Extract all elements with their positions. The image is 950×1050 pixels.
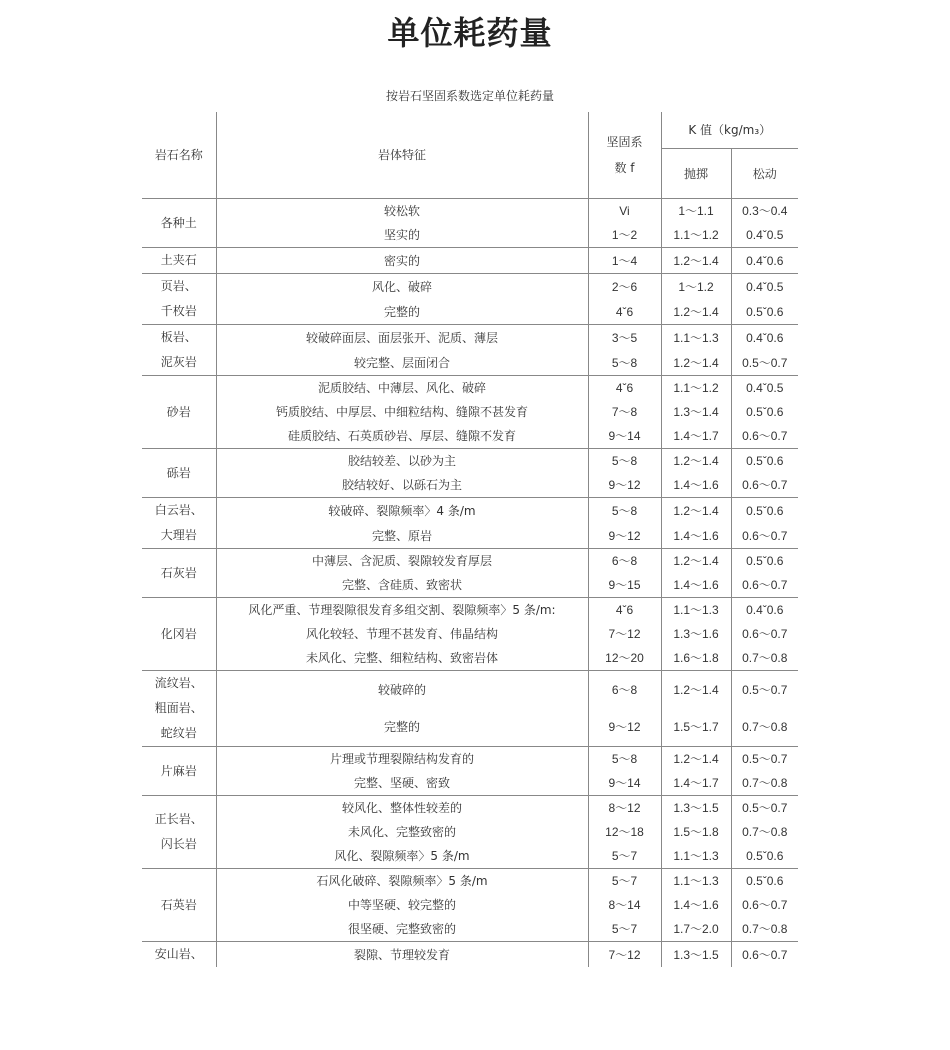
feature-cell: 风化、破碎 bbox=[216, 274, 588, 300]
k-throw-cell: 1～1.1 bbox=[661, 199, 731, 224]
hardness-cell: 5～7 bbox=[588, 917, 661, 942]
hardness-cell: 8～14 bbox=[588, 893, 661, 917]
rock-name: 安山岩、 bbox=[154, 947, 203, 961]
k-loose-cell: 0.5～0.7 bbox=[731, 747, 798, 772]
feature-cell: 较风化、整体性较差的 bbox=[216, 796, 588, 821]
hardness-cell: 12～20 bbox=[588, 646, 661, 671]
feature-cell: 中等坚硬、较完整的 bbox=[216, 893, 588, 917]
rock-name: 化冈岩 bbox=[160, 626, 197, 641]
k-throw-cell: 1.2～1.4 bbox=[661, 449, 731, 474]
k-throw-cell: 1.5～1.7 bbox=[661, 709, 731, 747]
k-throw-cell: 1.2～1.4 bbox=[661, 498, 731, 524]
feature-cell: 较松软 bbox=[216, 199, 588, 224]
hardness-cell: 1～4 bbox=[588, 248, 661, 274]
table-row bbox=[142, 820, 798, 844]
page-title: 单位耗药量 bbox=[387, 14, 553, 52]
hardness-cell: 7～12 bbox=[588, 942, 661, 968]
table-row bbox=[142, 893, 798, 917]
hardness-cell: 9～15 bbox=[588, 573, 661, 598]
feature-cell: 坚实的 bbox=[216, 223, 588, 248]
feature-cell: 硅质胶结、石英质砂岩、厚层、缝隙不发育 bbox=[216, 424, 588, 449]
k-loose-cell: 0.5ˇ0.6 bbox=[731, 844, 798, 869]
table-row bbox=[142, 598, 798, 623]
rock-name: 石灰岩 bbox=[160, 565, 197, 580]
k-loose-cell: 0.7～0.8 bbox=[731, 646, 798, 671]
rock-name: 千枚岩 bbox=[160, 304, 197, 318]
table-row bbox=[142, 498, 798, 524]
explosive-consumption-table bbox=[142, 112, 798, 967]
rock-name-cell bbox=[142, 869, 216, 942]
table-row bbox=[142, 646, 798, 671]
k-loose-cell: 0.5～0.7 bbox=[731, 350, 798, 376]
hardness-cell: 9～12 bbox=[588, 473, 661, 498]
table-body bbox=[142, 199, 798, 968]
rock-name: 白云岩、 bbox=[154, 503, 203, 517]
feature-cell: 钙质胶结、中厚层、中细粒结构、缝隙不甚发育 bbox=[216, 400, 588, 424]
hardness-cell: 5～7 bbox=[588, 844, 661, 869]
k-throw-cell: 1.2～1.4 bbox=[661, 299, 731, 325]
k-throw-cell: 1.4～1.6 bbox=[661, 523, 731, 549]
hardness-cell: 4ˇ6 bbox=[588, 299, 661, 325]
feature-cell: 完整、含硅质、致密状 bbox=[216, 573, 588, 598]
table-row bbox=[142, 844, 798, 869]
k-throw-cell: 1～1.2 bbox=[661, 274, 731, 300]
k-throw-cell: 1.6～1.8 bbox=[661, 646, 731, 671]
feature-cell: 较破碎、裂隙频率〉4 条/m bbox=[216, 498, 588, 524]
rock-name-cell bbox=[142, 325, 216, 376]
table-row bbox=[142, 622, 798, 646]
table-row bbox=[142, 350, 798, 376]
header-rock-feature: 岩体特征 bbox=[216, 112, 588, 199]
k-throw-cell: 1.1～1.3 bbox=[661, 869, 731, 894]
table-row bbox=[142, 549, 798, 574]
feature-cell: 石风化破碎、裂隙频率〉5 条/m bbox=[216, 869, 588, 894]
k-throw-cell: 1.3～1.6 bbox=[661, 622, 731, 646]
k-loose-cell: 0.5ˇ0.6 bbox=[731, 869, 798, 894]
header-throw: 抛掷 bbox=[661, 149, 731, 199]
rock-name: 各种土 bbox=[160, 215, 197, 230]
hardness-cell: Vi bbox=[588, 199, 661, 224]
feature-cell: 完整的 bbox=[216, 299, 588, 325]
rock-name-cell bbox=[142, 549, 216, 598]
table-row bbox=[142, 325, 798, 351]
feature-cell: 风化、裂隙频率〉5 条/m bbox=[216, 844, 588, 869]
rock-name: 片麻岩 bbox=[160, 763, 197, 778]
hardness-cell: 7～8 bbox=[588, 400, 661, 424]
hardness-cell: 5～8 bbox=[588, 449, 661, 474]
table-row bbox=[142, 709, 798, 747]
k-throw-cell: 1.4～1.6 bbox=[661, 573, 731, 598]
hardness-cell: 7～12 bbox=[588, 622, 661, 646]
table-row bbox=[142, 796, 798, 821]
table-caption: 按岩石坚固系数选定单位耗药量 bbox=[385, 89, 554, 103]
table-row bbox=[142, 274, 798, 300]
table-row bbox=[142, 671, 798, 709]
table-row bbox=[142, 869, 798, 894]
k-throw-cell: 1.4～1.6 bbox=[661, 473, 731, 498]
hardness-cell: 5～8 bbox=[588, 498, 661, 524]
header-k-value: K 值（kg/m₃） bbox=[661, 112, 798, 149]
rock-name: 土夹石 bbox=[160, 253, 197, 267]
rock-name: 泥灰岩 bbox=[160, 355, 197, 369]
k-loose-cell: 0.6～0.7 bbox=[731, 473, 798, 498]
k-loose-cell: 0.5ˇ0.6 bbox=[731, 549, 798, 574]
hardness-cell: 5～7 bbox=[588, 869, 661, 894]
k-loose-cell: 0.5～0.7 bbox=[731, 671, 798, 709]
feature-cell: 完整的 bbox=[216, 709, 588, 747]
header-rock-name: 岩石名称 bbox=[154, 148, 203, 162]
rock-name-cell bbox=[142, 671, 216, 747]
k-throw-cell: 1.2～1.4 bbox=[661, 350, 731, 376]
k-throw-cell: 1.1～1.2 bbox=[661, 223, 731, 248]
k-loose-cell: 0.4ˇ0.6 bbox=[731, 598, 798, 623]
k-loose-cell: 0.5ˇ0.6 bbox=[731, 299, 798, 325]
k-throw-cell: 1.1～1.3 bbox=[661, 598, 731, 623]
rock-name: 流纹岩、 bbox=[154, 676, 203, 690]
k-throw-cell: 1.2～1.4 bbox=[661, 248, 731, 274]
table-row bbox=[142, 573, 798, 598]
k-loose-cell: 0.5～0.7 bbox=[731, 796, 798, 821]
k-loose-cell: 0.7～0.8 bbox=[731, 771, 798, 796]
rock-name: 蛇纹岩 bbox=[160, 726, 197, 740]
k-loose-cell: 0.4ˇ0.5 bbox=[731, 274, 798, 300]
hardness-cell: 8～12 bbox=[588, 796, 661, 821]
hardness-cell: 5～8 bbox=[588, 747, 661, 772]
table-row bbox=[142, 400, 798, 424]
header-hardness-coefficient bbox=[588, 112, 661, 199]
k-loose-cell: 0.6～0.7 bbox=[731, 893, 798, 917]
k-loose-cell: 0.5ˇ0.6 bbox=[731, 498, 798, 524]
hardness-cell: 4ˇ6 bbox=[588, 598, 661, 623]
k-loose-cell: 0.4ˇ0.6 bbox=[731, 325, 798, 351]
k-throw-cell: 1.1～1.2 bbox=[661, 376, 731, 401]
rock-name-cell bbox=[142, 376, 216, 449]
hardness-cell: 4ˇ6 bbox=[588, 376, 661, 401]
feature-cell: 较完整、层面闭合 bbox=[216, 350, 588, 376]
k-loose-cell: 0.6～0.7 bbox=[731, 622, 798, 646]
k-throw-cell: 1.1～1.3 bbox=[661, 844, 731, 869]
rock-name-cell bbox=[142, 498, 216, 549]
rock-name-cell bbox=[142, 796, 216, 869]
k-loose-cell: 0.4ˇ0.5 bbox=[731, 376, 798, 401]
k-throw-cell: 1.7～2.0 bbox=[661, 917, 731, 942]
rock-name-cell bbox=[142, 274, 216, 325]
table-row bbox=[142, 747, 798, 772]
table-row bbox=[142, 523, 798, 549]
rock-name-cell bbox=[142, 942, 216, 968]
hardness-cell: 9～14 bbox=[588, 771, 661, 796]
header-loose: 松动 bbox=[731, 149, 798, 199]
k-loose-cell: 0.7～0.8 bbox=[731, 709, 798, 747]
rock-name-cell bbox=[142, 449, 216, 498]
rock-name: 闪长岩 bbox=[160, 837, 197, 851]
feature-cell: 密实的 bbox=[216, 248, 588, 274]
hardness-cell: 3～5 bbox=[588, 325, 661, 351]
k-loose-cell: 0.4ˇ0.6 bbox=[731, 248, 798, 274]
rock-name: 板岩、 bbox=[160, 330, 197, 344]
table-row bbox=[142, 299, 798, 325]
hardness-cell: 9～12 bbox=[588, 709, 661, 747]
k-throw-cell: 1.4～1.7 bbox=[661, 771, 731, 796]
feature-cell: 风化较轻、节理不甚发育、伟晶结构 bbox=[216, 622, 588, 646]
feature-cell: 较破碎面层、面层张开、泥质、薄层 bbox=[216, 325, 588, 351]
feature-cell: 完整、坚硬、密致 bbox=[216, 771, 588, 796]
table-row bbox=[142, 771, 798, 796]
rock-name: 石英岩 bbox=[160, 897, 197, 912]
hardness-cell: 9～12 bbox=[588, 523, 661, 549]
k-throw-cell: 1.2～1.4 bbox=[661, 747, 731, 772]
rock-name: 砂岩 bbox=[166, 404, 191, 419]
k-loose-cell: 0.5ˇ0.6 bbox=[731, 400, 798, 424]
feature-cell: 风化严重、节理裂隙很发育多组交割、裂隙频率〉5 条/m: bbox=[216, 598, 588, 623]
k-loose-cell: 0.6～0.7 bbox=[731, 573, 798, 598]
hardness-cell: 12～18 bbox=[588, 820, 661, 844]
table-row bbox=[142, 424, 798, 449]
rock-name-cell bbox=[142, 199, 216, 248]
k-throw-cell: 1.2～1.4 bbox=[661, 549, 731, 574]
table-row bbox=[142, 473, 798, 498]
k-loose-cell: 0.6～0.7 bbox=[731, 424, 798, 449]
table-row bbox=[142, 376, 798, 401]
feature-cell: 泥质胶结、中薄层、风化、破碎 bbox=[216, 376, 588, 401]
feature-cell: 中薄层、含泥质、裂隙较发育厚层 bbox=[216, 549, 588, 574]
k-throw-cell: 1.4～1.7 bbox=[661, 424, 731, 449]
feature-cell: 胶结较差、以砂为主 bbox=[216, 449, 588, 474]
table-row bbox=[142, 449, 798, 474]
table-container bbox=[142, 112, 798, 1002]
rock-name: 粗面岩、 bbox=[154, 701, 203, 715]
hardness-cell: 1～2 bbox=[588, 223, 661, 248]
rock-name-cell bbox=[142, 598, 216, 671]
k-loose-cell: 0.4ˇ0.5 bbox=[731, 223, 798, 248]
table-row bbox=[142, 248, 798, 274]
k-throw-cell: 1.2～1.4 bbox=[661, 671, 731, 709]
hardness-cell: 6～8 bbox=[588, 549, 661, 574]
k-loose-cell: 0.7～0.8 bbox=[731, 820, 798, 844]
feature-cell: 很坚硬、完整致密的 bbox=[216, 917, 588, 942]
header-hardness-line2: 数 f bbox=[614, 161, 635, 175]
k-throw-cell: 1.3～1.5 bbox=[661, 796, 731, 821]
feature-cell: 裂隙、节理较发育 bbox=[216, 942, 588, 968]
feature-cell: 未风化、完整致密的 bbox=[216, 820, 588, 844]
table-row bbox=[142, 223, 798, 248]
feature-cell: 完整、原岩 bbox=[216, 523, 588, 549]
feature-cell: 片理或节理裂隙结构发育的 bbox=[216, 747, 588, 772]
header-row bbox=[142, 112, 798, 149]
k-loose-cell: 0.7～0.8 bbox=[731, 917, 798, 942]
feature-cell: 较破碎的 bbox=[216, 671, 588, 709]
rock-name: 大理岩 bbox=[160, 528, 197, 542]
k-loose-cell: 0.6～0.7 bbox=[731, 523, 798, 549]
feature-cell: 胶结较好、以砾石为主 bbox=[216, 473, 588, 498]
k-loose-cell: 0.6～0.7 bbox=[731, 942, 798, 968]
rock-name-cell bbox=[142, 248, 216, 274]
k-throw-cell: 1.5～1.8 bbox=[661, 820, 731, 844]
k-throw-cell: 1.4～1.6 bbox=[661, 893, 731, 917]
hardness-cell: 9～14 bbox=[588, 424, 661, 449]
hardness-cell: 5～8 bbox=[588, 350, 661, 376]
hardness-cell: 6～8 bbox=[588, 671, 661, 709]
rock-name: 砾岩 bbox=[166, 465, 191, 480]
rock-name-cell bbox=[142, 747, 216, 796]
rock-name: 页岩、 bbox=[160, 279, 197, 293]
k-throw-cell: 1.3～1.5 bbox=[661, 942, 731, 968]
feature-cell: 未风化、完整、细粒结构、致密岩体 bbox=[216, 646, 588, 671]
table-row bbox=[142, 199, 798, 224]
k-throw-cell: 1.1～1.3 bbox=[661, 325, 731, 351]
hardness-cell: 2～6 bbox=[588, 274, 661, 300]
k-loose-cell: 0.5ˇ0.6 bbox=[731, 449, 798, 474]
header-hardness-line1: 坚固系 bbox=[606, 135, 643, 149]
rock-name: 正长岩、 bbox=[154, 812, 203, 826]
k-throw-cell: 1.3～1.4 bbox=[661, 400, 731, 424]
table-row bbox=[142, 917, 798, 942]
table-row bbox=[142, 942, 798, 968]
k-loose-cell: 0.3～0.4 bbox=[731, 199, 798, 224]
